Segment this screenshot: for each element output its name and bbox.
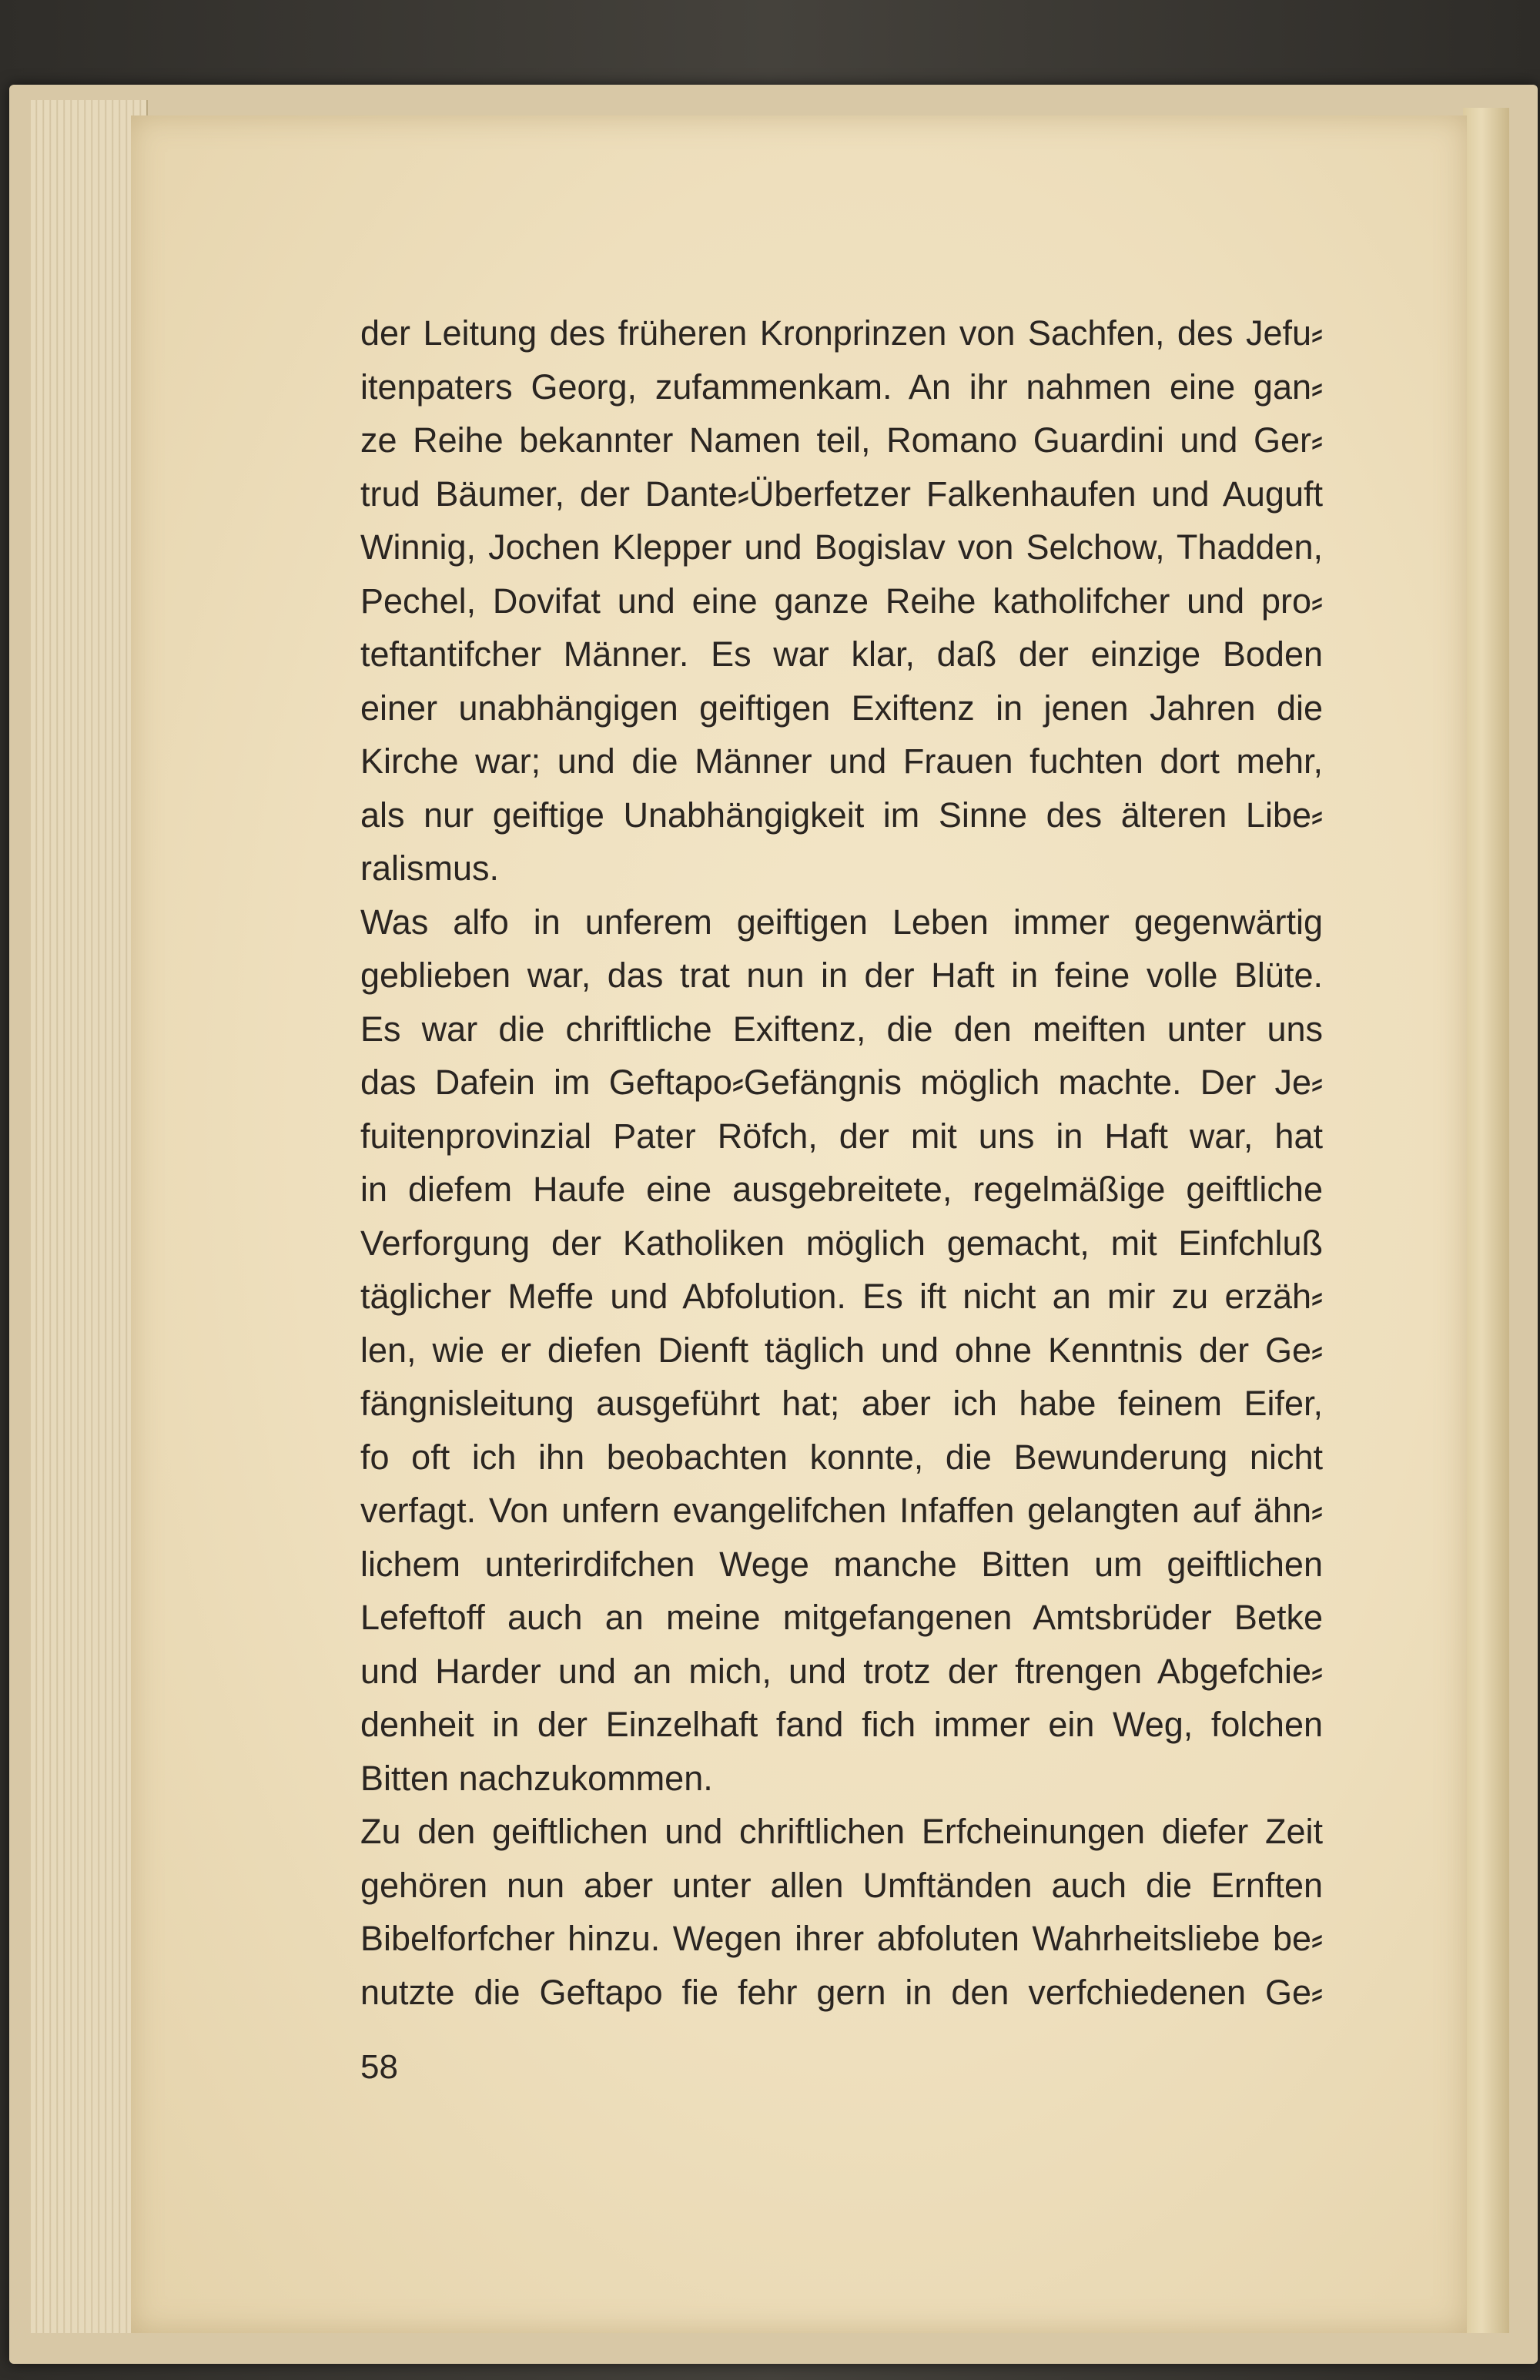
text-line: teftantifcher Männer. Es war klar, daß der einzige Boden bbox=[360, 634, 1323, 674]
text-line: der Leitung des früheren Kronprinzen von Sachfen, des Jefu⸗ bbox=[360, 313, 1323, 353]
text-line: ralismus. bbox=[360, 849, 500, 888]
text-line: denheit in der Einzelhaft fand fich immer ein Weg, folchen bbox=[360, 1705, 1323, 1744]
text-line: verfagt. Von unfern evangelifchen Infaffen gelangten auf ähn⸗ bbox=[360, 1491, 1323, 1530]
text-line: nutzte die Geftapo fie fehr gern in den verfchiedenen Ge⸗ bbox=[360, 1972, 1323, 2012]
text-line: Winnig, Jochen Klepper und Bogislav von Selchow, Thadden, bbox=[360, 527, 1323, 567]
text-line: Verforgung der Katholiken möglich gemacht, mit Einfchluß bbox=[360, 1223, 1323, 1263]
text-line: als nur geiftige Unabhängigkeit im Sinne des älteren Libe⸗ bbox=[360, 795, 1323, 835]
text-line: das Dafein im Geftapo⸗Gefängnis möglich machte. Der Je⸗ bbox=[360, 1063, 1323, 1102]
text-line: Was alfo in unferem geiftigen Leben immer gegenwärtig bbox=[360, 902, 1323, 942]
text-line: fuitenprovinzial Pater Röfch, der mit uns in Haft war, hat bbox=[360, 1116, 1323, 1156]
text-line: fängnisleitung ausgeführt hat; aber ich habe feinem Eifer, bbox=[360, 1384, 1323, 1423]
text-line: Bitten nachzukommen. bbox=[360, 1758, 713, 1798]
text-line: ze Reihe bekannter Namen teil, Romano Guardini und Ger⸗ bbox=[360, 420, 1323, 460]
text-line: geblieben war, das trat nun in der Haft in feine volle Blüte. bbox=[360, 956, 1323, 995]
text-line: Lefeftoff auch an meine mitgefangenen Amtsbrüder Betke bbox=[360, 1598, 1323, 1637]
body-text bbox=[360, 306, 1323, 2019]
text-line: und Harder und an mich, und trotz der ftrengen Abgefchie⸗ bbox=[360, 1651, 1323, 1691]
text-line: gehören nun aber unter allen Umftänden auch die Ernften bbox=[360, 1865, 1323, 1905]
page-edge-right bbox=[1463, 108, 1509, 2333]
text-line: Pechel, Dovifat und eine ganze Reihe katholifcher und pro⸗ bbox=[360, 581, 1323, 621]
text-line: Kirche war; und die Männer und Frauen fuchten dort mehr, bbox=[360, 741, 1323, 781]
text-line: fo oft ich ihn beobachten konnte, die Bewunderung nicht bbox=[360, 1437, 1323, 1477]
page-number: 58 bbox=[360, 2048, 398, 2086]
text-line: itenpaters Georg, zufammenkam. An ihr nahmen eine gan⸗ bbox=[360, 367, 1323, 407]
text-line: einer unabhängigen geiftigen Exiftenz in jenen Jahren die bbox=[360, 688, 1323, 728]
text-line: Zu den geiftlichen und chriftlichen Erfcheinungen diefer Zeit bbox=[360, 1812, 1323, 1851]
text-line: täglicher Meffe und Abfolution. Es ift nicht an mir zu erzäh⸗ bbox=[360, 1277, 1323, 1316]
text-line: len, wie er diefen Dienft täglich und ohne Kenntnis der Ge⸗ bbox=[360, 1330, 1323, 1370]
text-line: Bibelforfcher hinzu. Wegen ihrer abfoluten Wahrheitsliebe be⸗ bbox=[360, 1919, 1323, 1958]
text-line: Es war die chriftliche Exiftenz, die den meiften unter uns bbox=[360, 1009, 1323, 1049]
text-line: in diefem Haufe eine ausgebreitete, regelmäßige geiftliche bbox=[360, 1170, 1323, 1209]
text-line: lichem unterirdifchen Wege manche Bitten um geiftlichen bbox=[360, 1544, 1323, 1584]
text-line: trud Bäumer, der Dante⸗Überfetzer Falkenhaufen und Auguft bbox=[360, 474, 1323, 514]
